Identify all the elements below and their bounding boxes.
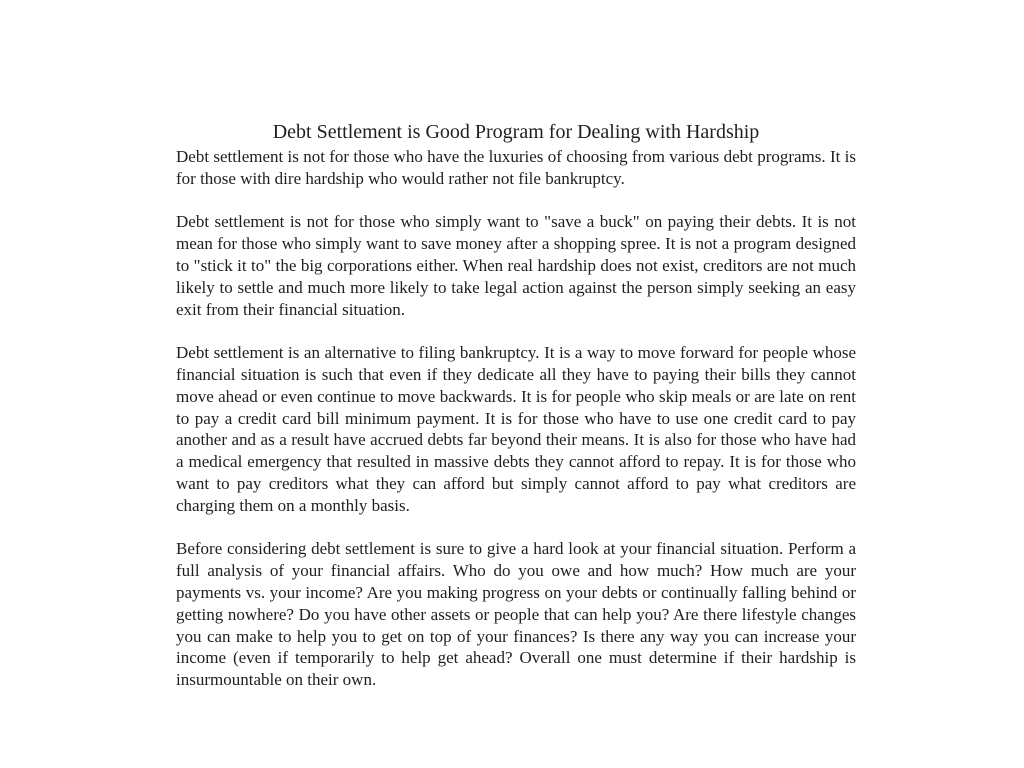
document-paragraph-3: Debt settlement is an alternative to filing bankruptcy. It is a way to move forward for people whose financial situation is such that even if they dedicate all they have to paying their bills they cannot move ahead or even continue to move backwards. It is for people who skip meals or are late on rent to pay a credit card bill minimum payment. It is for those who have to use one credit card to pay another and as a result have accrued debts far beyond their means. It is also for those who have had a medical emergency that resulted in massive debts they cannot afford to repay. It is for those who want to pay creditors what they can afford but simply cannot afford to pay what creditors are charging them on a monthly basis.	[176, 343, 856, 515]
document-paragraph-1: Debt settlement is not for those who have the luxuries of choosing from various debt programs. It is for those with dire hardship who would rather not file bankruptcy.	[176, 147, 856, 188]
document-title: Debt Settlement is Good Program for Dealing with Hardship	[272, 121, 760, 143]
document-paragraph-4: Before considering debt settlement is sure to give a hard look at your financial situation. Perform a full analysis of your financial affairs. Who do you owe and how much? How much are your payments vs. your income? Are you making progress on your debts or continually falling behind or getting nowhere? Do you have other assets or people that can help you? Are there lifestyle changes you can make to help you to get on top of your finances? Is there any way you can increase your income (even if temporarily to help get ahead? Overall one must determine if their hardship is insurmountable on their own.	[176, 539, 856, 690]
document-page	[176, 118, 856, 691]
document-paragraph-2: Debt settlement is not for those who simply want to "save a buck" on paying their debts. It is not mean for those who simply want to save money after a shopping spree. It is not a program designed to "stick it to" the big corporations either. When real hardship does not exist, creditors are not much likely to settle and much more likely to take legal action against the person simply seeking an easy exit from their financial situation.	[176, 212, 856, 319]
